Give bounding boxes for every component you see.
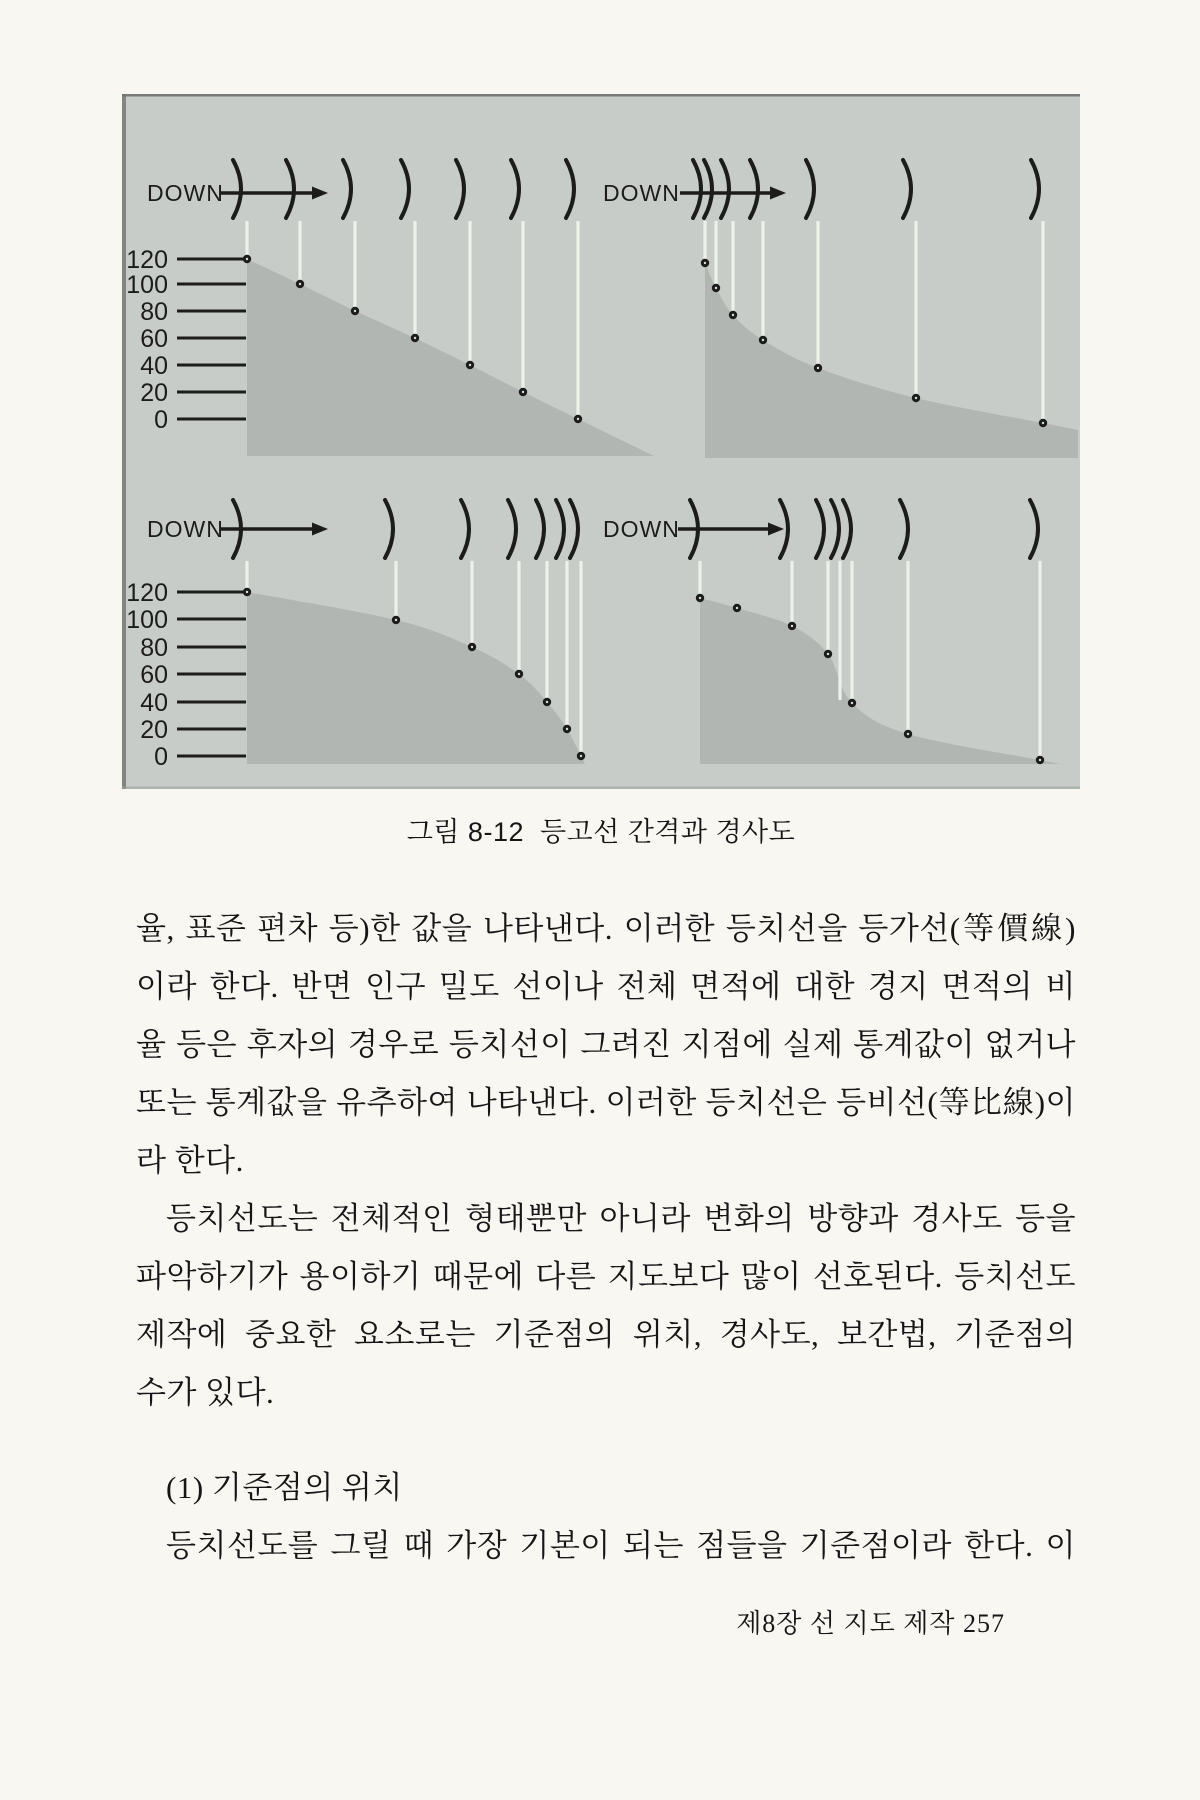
elevation-scale-label: 100 (126, 271, 168, 299)
elevation-scale-label: 40 (140, 352, 168, 380)
elevation-dot-highlight (577, 418, 579, 420)
elevation-dot-highlight (546, 701, 548, 703)
elevation-dot-highlight (915, 397, 917, 399)
elevation-scale-label: 100 (126, 606, 168, 634)
down-label: DOWN (147, 180, 224, 206)
body-line: 또는 통계값을 유추하여 나타낸다. 이러한 등치선은 등비선(等比線)이 (136, 1085, 1076, 1120)
elevation-dot-highlight (732, 314, 734, 316)
elevation-dot-highlight (395, 619, 397, 621)
elevation-dot-highlight (791, 625, 793, 627)
elevation-dot-highlight (907, 733, 909, 735)
contour-slope-diagram (122, 94, 1080, 789)
elevation-dot-highlight (1039, 759, 1041, 761)
elevation-dot-highlight (580, 755, 582, 757)
elevation-dot-highlight (699, 597, 701, 599)
elevation-dot-highlight (827, 653, 829, 655)
scan-edge-left (122, 94, 126, 789)
elevation-dot-highlight (762, 339, 764, 341)
body-line: 제작에 중요한 요소로는 기준점의 위치, 경사도, 보간법, 기준점의 (136, 1317, 1076, 1352)
elevation-dot-highlight (354, 310, 356, 312)
elevation-dot-highlight (817, 367, 819, 369)
elevation-dot-highlight (1042, 422, 1044, 424)
elevation-dot-highlight (246, 258, 248, 260)
elevation-dot-highlight (518, 673, 520, 675)
elevation-dot-highlight (469, 364, 471, 366)
elevation-scale-label: 60 (140, 661, 168, 689)
body-line: 수가 있다. (136, 1375, 275, 1410)
elevation-dot-highlight (299, 283, 301, 285)
elevation-scale-label: 120 (126, 246, 168, 274)
elevation-dot-highlight (851, 702, 853, 704)
scan-edge-bottom (122, 787, 1080, 790)
body-line: 이라 한다. 반면 인구 밀도 선이나 전체 면적에 대한 경지 면적의 비 (136, 969, 1076, 1004)
elevation-dot-highlight (471, 646, 473, 648)
elevation-scale-label: 0 (154, 406, 168, 434)
elevation-scale-label: 0 (154, 743, 168, 771)
section-heading: (1) 기준점의 위치 (166, 1470, 403, 1505)
section-first-line: 등치선도를 그릴 때 가장 기본이 되는 점들을 기준점이라 한다. 이 (166, 1528, 1076, 1563)
elevation-dot-highlight (704, 262, 706, 264)
elevation-dot-highlight (246, 591, 248, 593)
down-label: DOWN (603, 516, 680, 542)
section-block (136, 1459, 1076, 1575)
body-line: 파악하기가 용이하기 때문에 다른 지도보다 많이 선호된다. 등치선도 (136, 1259, 1076, 1294)
body-text (136, 900, 1076, 1422)
elevation-dot-highlight (715, 287, 717, 289)
elevation-scale-label: 80 (140, 634, 168, 662)
elevation-scale-label: 60 (140, 325, 168, 353)
elevation-scale-label: 20 (140, 379, 168, 407)
down-label: DOWN (603, 180, 680, 206)
figure-caption: 그림 8-12 등고선 간격과 경사도 (406, 817, 796, 847)
figure-8-12 (122, 94, 1080, 789)
page-footer: 제8장 선 지도 제작 257 (736, 1609, 1005, 1638)
elevation-scale-label: 120 (126, 579, 168, 607)
elevation-scale-label: 40 (140, 689, 168, 717)
body-line: 율 등은 후자의 경우로 등치선이 그려진 지점에 실제 통계값이 없거나 (136, 1027, 1076, 1062)
scan-edge-top (122, 94, 1080, 97)
body-line: 율, 표준 편차 등)한 값을 나타낸다. 이러한 등치선을 등가선(等價線) (136, 911, 1076, 946)
body-line: 라 한다. (136, 1143, 244, 1178)
elevation-dot-highlight (736, 607, 738, 609)
body-line: 등치선도는 전체적인 형태뿐만 아니라 변화의 방향과 경사도 등을 (166, 1201, 1076, 1236)
elevation-scale-label: 20 (140, 716, 168, 744)
elevation-dot-highlight (414, 337, 416, 339)
elevation-dot-highlight (566, 728, 568, 730)
elevation-dot-highlight (522, 391, 524, 393)
down-label: DOWN (147, 516, 224, 542)
elevation-scale-label: 80 (140, 298, 168, 326)
